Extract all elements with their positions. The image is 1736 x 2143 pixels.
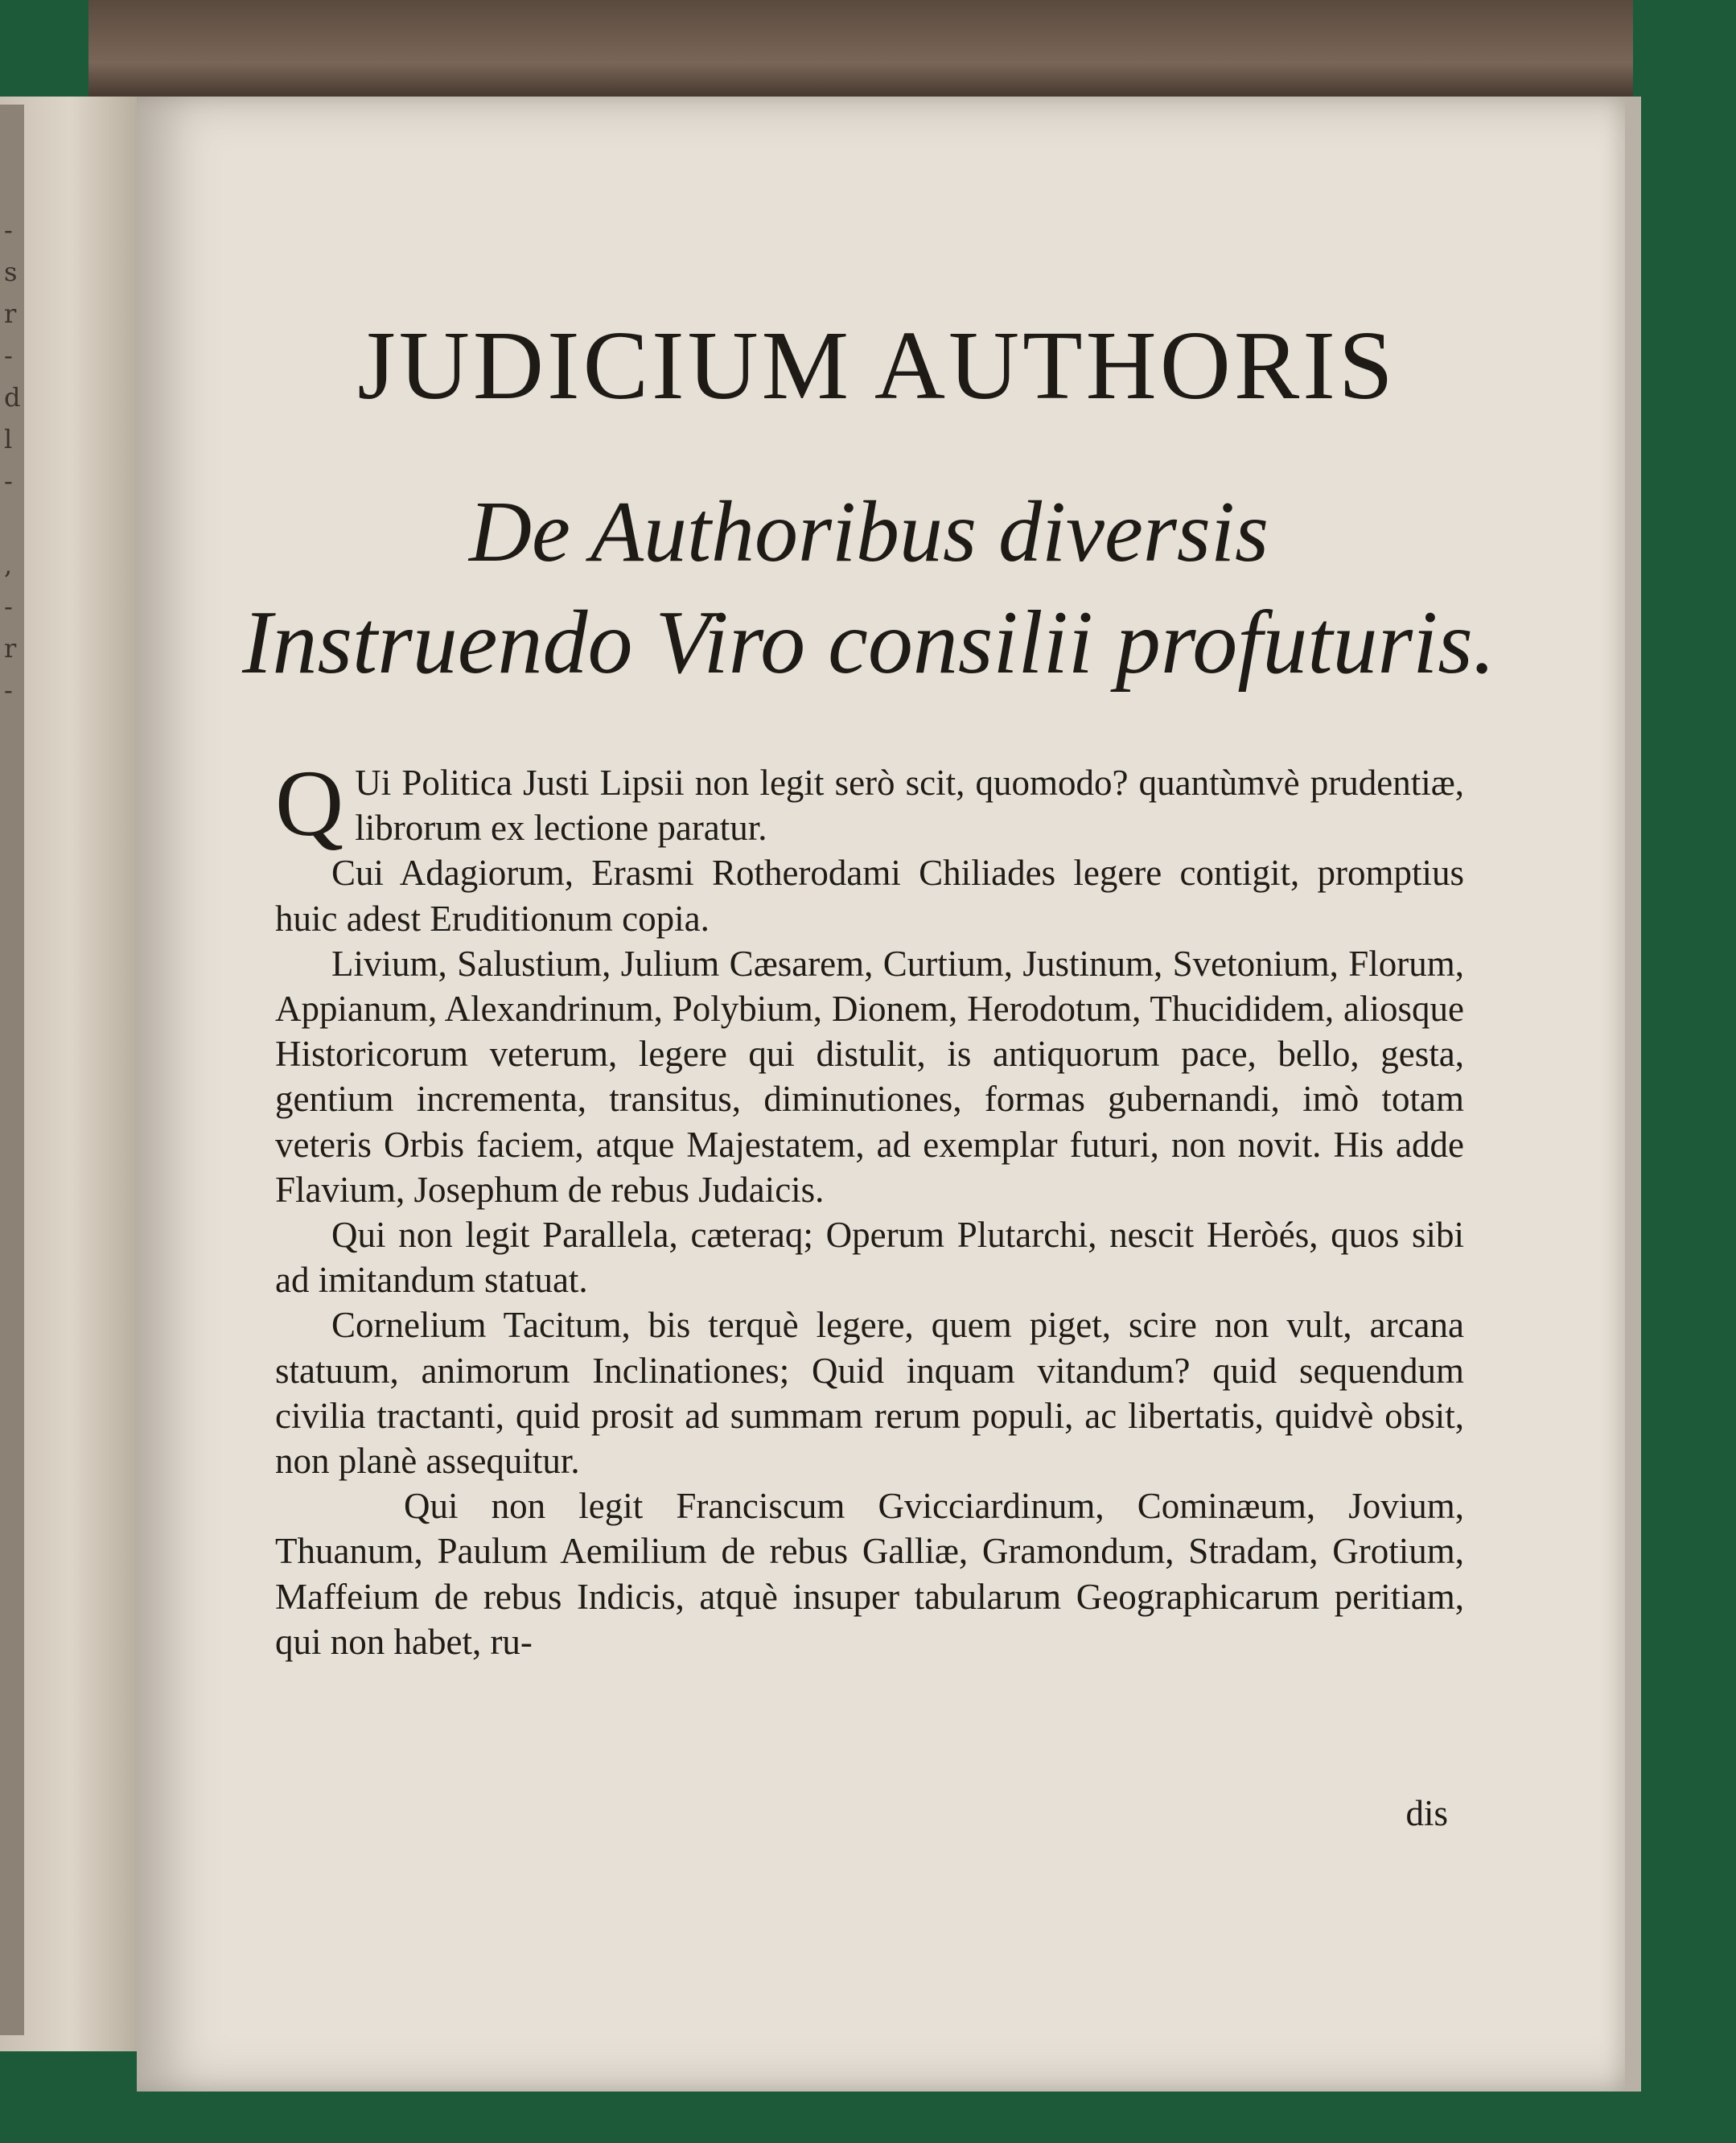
margin-mark: s	[4, 257, 18, 287]
margin-mark: -	[4, 340, 13, 371]
drop-cap: Q	[275, 751, 344, 856]
margin-mark: -	[4, 675, 13, 705]
margin-mark: -	[4, 215, 13, 245]
paragraph-2: Cui Adagiorum, Erasmi Rotherodami Chiliades legere contigit, promptius huic adest Eruditionum copia.	[275, 853, 1464, 939]
paragraph-6: Qui non legit Franciscum Gvicciardinum, Cominæum, Jovium, Thuanum, Paulum Aemilium de rebus Galliæ, Gramondum, Stradam, Grotium, Maffeium de rebus Indicis, atquè insuper tabularum Geographicarum peritiam, qui non habet, ru-	[275, 1486, 1464, 1662]
paragraph-4: Qui non legit Parallela, cæteraq; Operum Plutarchi, nescit Heròés, quos sibi ad imitandum statuat.	[275, 1215, 1464, 1301]
paragraph-text: Ui Politica Justi Lipsii non legit serò scit, quomodo? quantùmvè prudentiæ, librorum ex lectione paratur.	[355, 763, 1464, 849]
page-title: JUDICIUM AUTHORIS	[357, 311, 1397, 420]
paragraph-3: Livium, Salustium, Julium Cæsarem, Curtium, Justinum, Svetonium, Florum, Appianum, Alexandrinum, Polybium, Dionem, Herodotum, Thucididem, aliosque Historicorum veterum, legere qui distulit, is antiquorum pace, bello, gesta, gentium incrementa, transitus, diminutiones, formas gubernandi, imò totam veteris Orbis faciem, atque Majestatem, ad exemplar futuri, non novit. His adde Flavium, Josephum de rebus Judaicis.	[275, 943, 1464, 1210]
catchword: dis	[1405, 1793, 1448, 1833]
margin-mark: r	[4, 298, 17, 329]
margin-mark: d	[4, 382, 21, 413]
margin-mark: -	[4, 591, 13, 622]
margin-mark: l	[4, 424, 13, 455]
margin-mark: r	[4, 633, 17, 664]
margin-mark: -	[4, 466, 13, 496]
margin-mark: ,	[4, 549, 13, 580]
subtitle-line-2: Instruendo Viro consilii profuturis.	[242, 593, 1495, 693]
book-top-edge	[88, 0, 1633, 105]
body-text	[275, 751, 1464, 1664]
right-page-edge	[1625, 97, 1641, 2092]
paragraph-5: Cornelium Tacitum, bis terquè legere, quem piget, scire non vult, arcana statuum, animorum Inclinationes; Quid inquam vitandum? quid sequendum civilia tractanti, quid prosit ad summam rerum populi, ac libertatis, quidvè obsit, non planè assequitur.	[275, 1305, 1464, 1482]
subtitle-line-1: De Authoribus diversis	[469, 484, 1269, 580]
paragraph-1	[275, 751, 1464, 856]
left-margin-marks	[4, 209, 28, 711]
margin-mark	[4, 502, 28, 544]
